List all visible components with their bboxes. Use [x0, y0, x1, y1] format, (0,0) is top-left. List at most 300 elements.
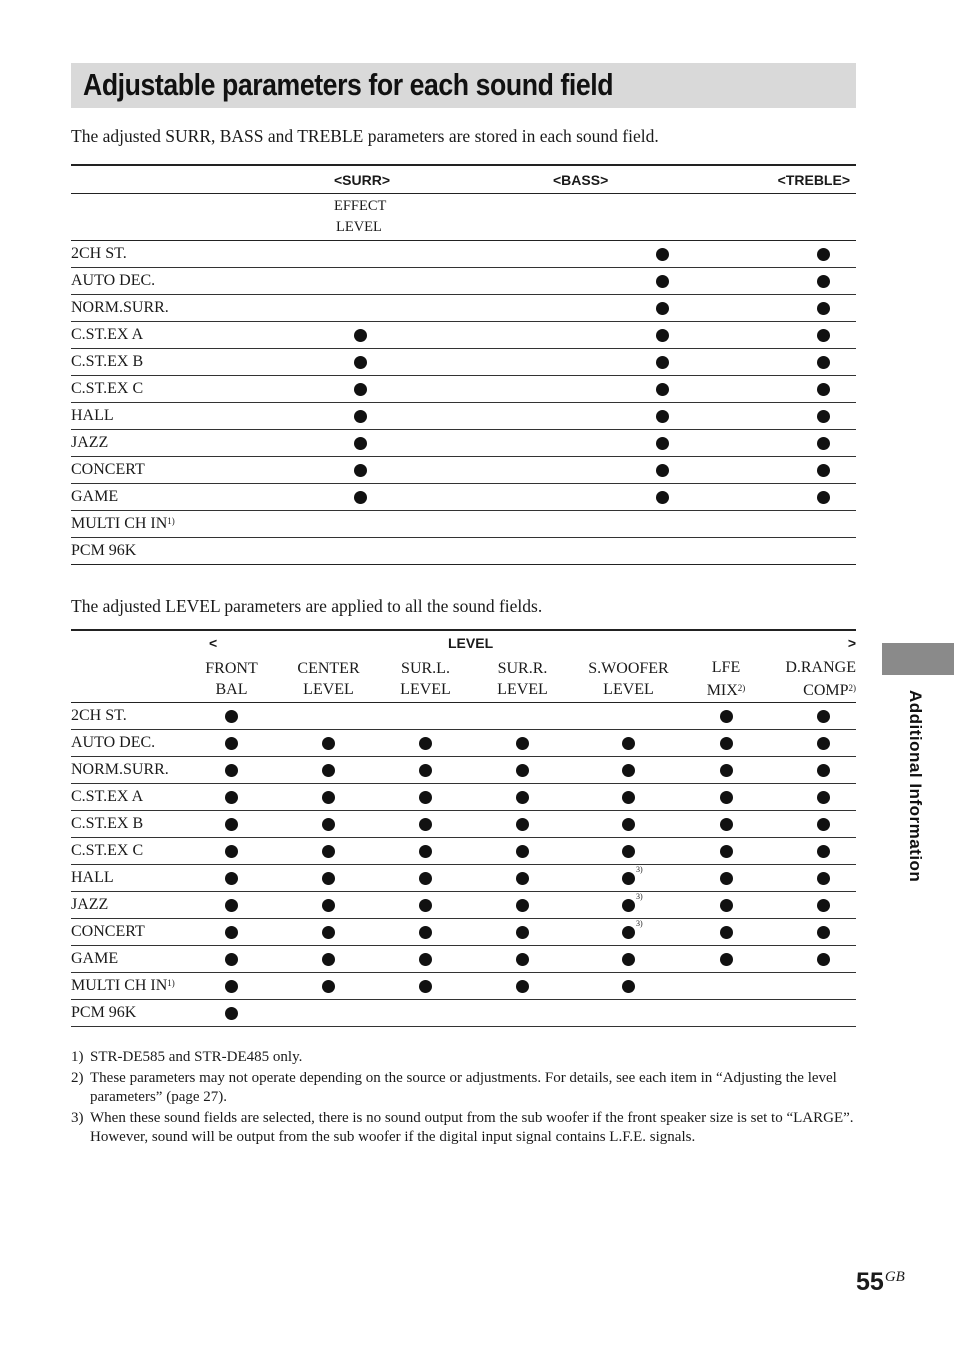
check-mark-icon	[354, 491, 367, 504]
check-mark-icon	[225, 710, 238, 723]
mark-cell	[686, 730, 766, 757]
mark-cell	[470, 403, 757, 430]
check-mark-icon	[225, 1007, 238, 1020]
mark-cell	[766, 892, 856, 919]
check-mark-icon	[656, 248, 669, 261]
check-mark-icon	[225, 872, 238, 885]
check-mark-icon	[656, 329, 669, 342]
footnote-ref: 3)	[636, 865, 643, 874]
table-row	[71, 376, 856, 403]
table-row	[71, 403, 856, 430]
mark-cell	[757, 457, 856, 484]
mark-cell	[474, 757, 571, 784]
footnote-ref: 3)	[636, 892, 643, 901]
check-mark-icon	[419, 980, 432, 993]
table-row	[71, 703, 856, 730]
check-mark-icon	[622, 980, 635, 993]
table2-column-header-row	[71, 656, 856, 703]
mark-cell	[470, 295, 757, 322]
mark-cell	[757, 376, 856, 403]
mark-cell	[470, 322, 757, 349]
treble-header: <TREBLE>	[757, 165, 856, 194]
sound-field-name: C.ST.EX C	[71, 838, 183, 865]
mark-cell	[474, 730, 571, 757]
mark-cell	[757, 430, 856, 457]
check-mark-icon	[322, 980, 335, 993]
mark-cell	[377, 811, 474, 838]
mark-cell	[377, 919, 474, 946]
mark-cell	[377, 946, 474, 973]
mark-cell	[293, 403, 470, 430]
check-mark-icon	[720, 845, 733, 858]
check-mark-icon	[322, 791, 335, 804]
check-mark-icon	[720, 791, 733, 804]
mark-cell	[280, 811, 377, 838]
table-row	[71, 838, 856, 865]
check-mark-icon	[817, 791, 830, 804]
mark-cell	[686, 892, 766, 919]
sound-field-name: MULTI CH IN$^{1)}$	[71, 973, 183, 1000]
table-row	[71, 538, 856, 565]
mark-cell	[280, 973, 377, 1000]
mark-cell	[757, 349, 856, 376]
footnote-ref: 3)	[636, 919, 643, 928]
mark-cell	[474, 784, 571, 811]
table-row	[71, 973, 856, 1000]
level-column-header: LFE MIX$^{2)}$	[686, 656, 766, 703]
level-column-header: SUR.R. LEVEL	[474, 656, 571, 703]
mark-cell	[293, 538, 470, 565]
sound-field-name: 2CH ST.	[71, 241, 293, 268]
sound-field-name: HALL	[71, 403, 293, 430]
footnote-ref: 2)	[848, 683, 856, 693]
check-mark-icon	[419, 926, 432, 939]
mark-cell	[757, 241, 856, 268]
table-row	[71, 295, 856, 322]
check-mark-icon	[225, 737, 238, 750]
check-mark-icon	[225, 818, 238, 831]
footnote: 3) When these sound fields are selected, there is no sound output from the sub woofer if the front speaker size is set to “LARGE”. However, sound will be output from the sub woofer if the digital input signal contains L.F.E. signals.	[71, 1109, 854, 1145]
mark-cell	[474, 973, 571, 1000]
level-column-header: S.WOOFER LEVEL	[571, 656, 686, 703]
check-mark-icon	[322, 926, 335, 939]
check-mark-icon	[419, 872, 432, 885]
sound-field-name: GAME	[71, 946, 183, 973]
check-mark-icon	[656, 302, 669, 315]
check-mark-icon	[322, 872, 335, 885]
mark-cell	[766, 946, 856, 973]
mark-cell	[470, 457, 757, 484]
check-mark-icon	[622, 926, 635, 939]
check-mark-icon	[354, 356, 367, 369]
mark-cell	[470, 484, 757, 511]
mark-cell	[474, 892, 571, 919]
check-mark-icon	[817, 899, 830, 912]
mark-cell	[280, 892, 377, 919]
check-mark-icon	[419, 791, 432, 804]
mark-cell	[757, 403, 856, 430]
sound-field-name: CONCERT	[71, 457, 293, 484]
mark-cell	[293, 511, 470, 538]
check-mark-icon	[656, 410, 669, 423]
mark-cell	[470, 511, 757, 538]
level-column-header: D.RANGE COMP$^{2)}$	[766, 656, 856, 703]
mark-cell	[766, 838, 856, 865]
sound-field-name: MULTI CH IN$^{1)}$	[71, 511, 293, 538]
check-mark-icon	[419, 953, 432, 966]
check-mark-icon	[622, 737, 635, 750]
sound-field-name: PCM 96K	[71, 1000, 183, 1027]
sound-field-name: C.ST.EX B	[71, 349, 293, 376]
mark-cell	[470, 430, 757, 457]
check-mark-icon	[354, 437, 367, 450]
check-mark-icon	[817, 953, 830, 966]
mark-cell	[183, 757, 280, 784]
check-mark-icon	[720, 953, 733, 966]
sound-field-name: PCM 96K	[71, 538, 293, 565]
table-row	[71, 757, 856, 784]
mark-cell	[377, 1000, 474, 1027]
mark-cell	[280, 703, 377, 730]
table-row	[71, 349, 856, 376]
footnote-ref: 2)	[737, 683, 746, 693]
mark-cell	[377, 892, 474, 919]
mark-cell	[280, 784, 377, 811]
mark-cell	[766, 730, 856, 757]
check-mark-icon	[516, 899, 529, 912]
mark-cell	[571, 757, 686, 784]
check-mark-icon	[225, 980, 238, 993]
table-row	[71, 1000, 856, 1027]
check-mark-icon	[656, 356, 669, 369]
mark-cell	[183, 973, 280, 1000]
mark-cell	[686, 703, 766, 730]
mark-cell	[280, 730, 377, 757]
footnotes	[71, 1048, 856, 1149]
table-row	[71, 892, 856, 919]
mark-cell	[571, 703, 686, 730]
mark-cell	[377, 784, 474, 811]
mark-cell	[377, 703, 474, 730]
table-row	[71, 322, 856, 349]
mark-cell	[293, 430, 470, 457]
check-mark-icon	[516, 818, 529, 831]
table-row	[71, 946, 856, 973]
surr-bass-treble-table	[71, 164, 856, 565]
footnote-ref: 1)	[167, 516, 175, 526]
footnote-ref: 1)	[167, 978, 175, 988]
section-tab-label: Additional Information	[906, 690, 925, 883]
mark-cell	[686, 838, 766, 865]
mark-cell	[280, 838, 377, 865]
check-mark-icon	[516, 953, 529, 966]
check-mark-icon	[322, 818, 335, 831]
mark-cell	[470, 376, 757, 403]
table-row	[71, 919, 856, 946]
page-title: Adjustable parameters for each sound field	[83, 67, 614, 102]
bass-header: <BASS>	[470, 165, 757, 194]
footnote: 2) These parameters may not operate depending on the source or adjustments. For details, see each item in “Adjusting the level parameters” (page 27).	[71, 1069, 837, 1105]
sound-field-name: C.ST.EX C	[71, 376, 293, 403]
mark-cell	[686, 919, 766, 946]
mark-cell	[293, 376, 470, 403]
level-column-header: FRONT BAL	[183, 656, 280, 703]
mark-cell	[293, 295, 470, 322]
check-mark-icon	[225, 845, 238, 858]
mark-cell	[686, 865, 766, 892]
sound-field-name: CONCERT	[71, 919, 183, 946]
mark-cell	[280, 757, 377, 784]
mark-cell	[474, 919, 571, 946]
check-mark-icon	[225, 899, 238, 912]
sound-field-name: GAME	[71, 484, 293, 511]
check-mark-icon	[516, 737, 529, 750]
mark-cell	[280, 865, 377, 892]
mark-cell	[183, 838, 280, 865]
check-mark-icon	[720, 818, 733, 831]
check-mark-icon	[817, 302, 830, 315]
check-mark-icon	[225, 791, 238, 804]
intro-level: The adjusted LEVEL parameters are applied to all the sound fields.	[71, 596, 543, 616]
table-row	[71, 865, 856, 892]
level-group-label: LEVEL	[448, 635, 494, 651]
check-mark-icon	[817, 710, 830, 723]
mark-cell	[571, 811, 686, 838]
table-row	[71, 730, 856, 757]
check-mark-icon	[322, 953, 335, 966]
mark-cell	[766, 811, 856, 838]
sound-field-name: HALL	[71, 865, 183, 892]
mark-cell	[470, 538, 757, 565]
check-mark-icon	[817, 275, 830, 288]
check-mark-icon	[656, 383, 669, 396]
check-mark-icon	[817, 926, 830, 939]
mark-cell	[766, 703, 856, 730]
mark-cell	[766, 784, 856, 811]
mark-cell	[571, 946, 686, 973]
mark-cell	[183, 946, 280, 973]
mark-cell	[757, 268, 856, 295]
check-mark-icon	[419, 737, 432, 750]
mark-cell	[766, 865, 856, 892]
mark-cell	[474, 946, 571, 973]
mark-cell	[474, 1000, 571, 1027]
mark-cell	[757, 538, 856, 565]
check-mark-icon	[516, 872, 529, 885]
check-mark-icon	[225, 926, 238, 939]
sound-field-name: C.ST.EX B	[71, 811, 183, 838]
mark-cell	[686, 973, 766, 1000]
sound-field-name: NORM.SURR.	[71, 295, 293, 322]
sound-field-name: JAZZ	[71, 892, 183, 919]
mark-cell	[377, 838, 474, 865]
effect-level-subheader: EFFECT LEVEL	[293, 194, 470, 241]
sound-field-name: 2CH ST.	[71, 703, 183, 730]
mark-cell	[686, 784, 766, 811]
check-mark-icon	[817, 329, 830, 342]
check-mark-icon	[720, 710, 733, 723]
check-mark-icon	[817, 437, 830, 450]
mark-cell	[183, 811, 280, 838]
mark-cell	[571, 865, 686, 892]
mark-cell	[474, 811, 571, 838]
mark-cell	[280, 1000, 377, 1027]
mark-cell	[377, 757, 474, 784]
mark-cell	[757, 322, 856, 349]
check-mark-icon	[622, 764, 635, 777]
mark-cell	[571, 919, 686, 946]
check-mark-icon	[225, 953, 238, 966]
check-mark-icon	[720, 737, 733, 750]
mark-cell	[686, 946, 766, 973]
check-mark-icon	[656, 275, 669, 288]
mark-cell	[183, 784, 280, 811]
table2-group-header-row	[71, 630, 856, 656]
check-mark-icon	[622, 872, 635, 885]
check-mark-icon	[817, 737, 830, 750]
table1-header-row	[71, 165, 856, 194]
table-row	[71, 430, 856, 457]
mark-cell	[470, 268, 757, 295]
sound-field-name: C.ST.EX A	[71, 322, 293, 349]
footnote: 1) STR-DE585 and STR-DE485 only.	[71, 1049, 303, 1065]
mark-cell	[766, 973, 856, 1000]
check-mark-icon	[419, 764, 432, 777]
check-mark-icon	[419, 845, 432, 858]
intro-surr-bass-treble: The adjusted SURR, BASS and TREBLE parameters are stored in each sound field.	[71, 126, 659, 146]
mark-cell	[474, 838, 571, 865]
sound-field-name: AUTO DEC.	[71, 730, 183, 757]
mark-cell	[377, 865, 474, 892]
check-mark-icon	[354, 329, 367, 342]
check-mark-icon	[419, 818, 432, 831]
mark-cell	[766, 919, 856, 946]
check-mark-icon	[817, 383, 830, 396]
check-mark-icon	[622, 818, 635, 831]
mark-cell	[571, 1000, 686, 1027]
table-row	[71, 457, 856, 484]
check-mark-icon	[720, 764, 733, 777]
check-mark-icon	[322, 845, 335, 858]
check-mark-icon	[354, 383, 367, 396]
mark-cell	[766, 757, 856, 784]
mark-cell	[571, 784, 686, 811]
mark-cell	[757, 295, 856, 322]
check-mark-icon	[817, 872, 830, 885]
mark-cell	[571, 973, 686, 1000]
check-mark-icon	[354, 410, 367, 423]
table-row	[71, 511, 856, 538]
check-mark-icon	[622, 899, 635, 912]
check-mark-icon	[720, 899, 733, 912]
mark-cell	[183, 730, 280, 757]
check-mark-icon	[817, 818, 830, 831]
mark-cell	[470, 241, 757, 268]
check-mark-icon	[516, 926, 529, 939]
mark-cell	[183, 865, 280, 892]
check-mark-icon	[656, 437, 669, 450]
table1-subheader-row	[71, 194, 856, 241]
table-row	[71, 784, 856, 811]
section-tab-marker	[882, 643, 954, 675]
mark-cell	[293, 268, 470, 295]
mark-cell	[293, 349, 470, 376]
mark-cell	[280, 919, 377, 946]
mark-cell	[571, 730, 686, 757]
level-bracket-left: <	[209, 635, 218, 651]
mark-cell	[293, 457, 470, 484]
mark-cell	[757, 511, 856, 538]
mark-cell	[474, 865, 571, 892]
mark-cell	[293, 484, 470, 511]
mark-cell	[183, 919, 280, 946]
sound-field-name: C.ST.EX A	[71, 784, 183, 811]
mark-cell	[686, 811, 766, 838]
check-mark-icon	[516, 764, 529, 777]
check-mark-icon	[817, 464, 830, 477]
table-row	[71, 484, 856, 511]
check-mark-icon	[225, 764, 238, 777]
check-mark-icon	[419, 899, 432, 912]
sound-field-name: AUTO DEC.	[71, 268, 293, 295]
check-mark-icon	[516, 845, 529, 858]
check-mark-icon	[817, 845, 830, 858]
check-mark-icon	[354, 464, 367, 477]
mark-cell	[474, 703, 571, 730]
check-mark-icon	[720, 872, 733, 885]
check-mark-icon	[817, 410, 830, 423]
table-row	[71, 268, 856, 295]
check-mark-icon	[322, 764, 335, 777]
table-row	[71, 241, 856, 268]
section-title-bar	[71, 63, 856, 108]
mark-cell	[377, 730, 474, 757]
check-mark-icon	[516, 980, 529, 993]
mark-cell	[470, 349, 757, 376]
level-parameters-table	[71, 629, 856, 1027]
check-mark-icon	[720, 926, 733, 939]
check-mark-icon	[622, 845, 635, 858]
mark-cell	[686, 1000, 766, 1027]
mark-cell	[183, 892, 280, 919]
level-column-header: SUR.L. LEVEL	[377, 656, 474, 703]
page-number: $55^{GB}$	[856, 1268, 905, 1296]
check-mark-icon	[656, 464, 669, 477]
mark-cell	[766, 1000, 856, 1027]
check-mark-icon	[817, 248, 830, 261]
surr-header: <SURR>	[293, 165, 470, 194]
mark-cell	[686, 757, 766, 784]
check-mark-icon	[817, 491, 830, 504]
mark-cell	[571, 892, 686, 919]
check-mark-icon	[622, 791, 635, 804]
level-group-header	[183, 630, 856, 656]
sound-field-name: NORM.SURR.	[71, 757, 183, 784]
level-bracket-right: >	[847, 635, 856, 651]
mark-cell	[183, 1000, 280, 1027]
mark-cell	[571, 838, 686, 865]
sound-field-name: JAZZ	[71, 430, 293, 457]
mark-cell	[293, 241, 470, 268]
mark-cell	[183, 703, 280, 730]
mark-cell	[757, 484, 856, 511]
table-row	[71, 811, 856, 838]
check-mark-icon	[322, 899, 335, 912]
check-mark-icon	[622, 953, 635, 966]
level-column-header: CENTER LEVEL	[280, 656, 377, 703]
mark-cell	[280, 946, 377, 973]
mark-cell	[293, 322, 470, 349]
